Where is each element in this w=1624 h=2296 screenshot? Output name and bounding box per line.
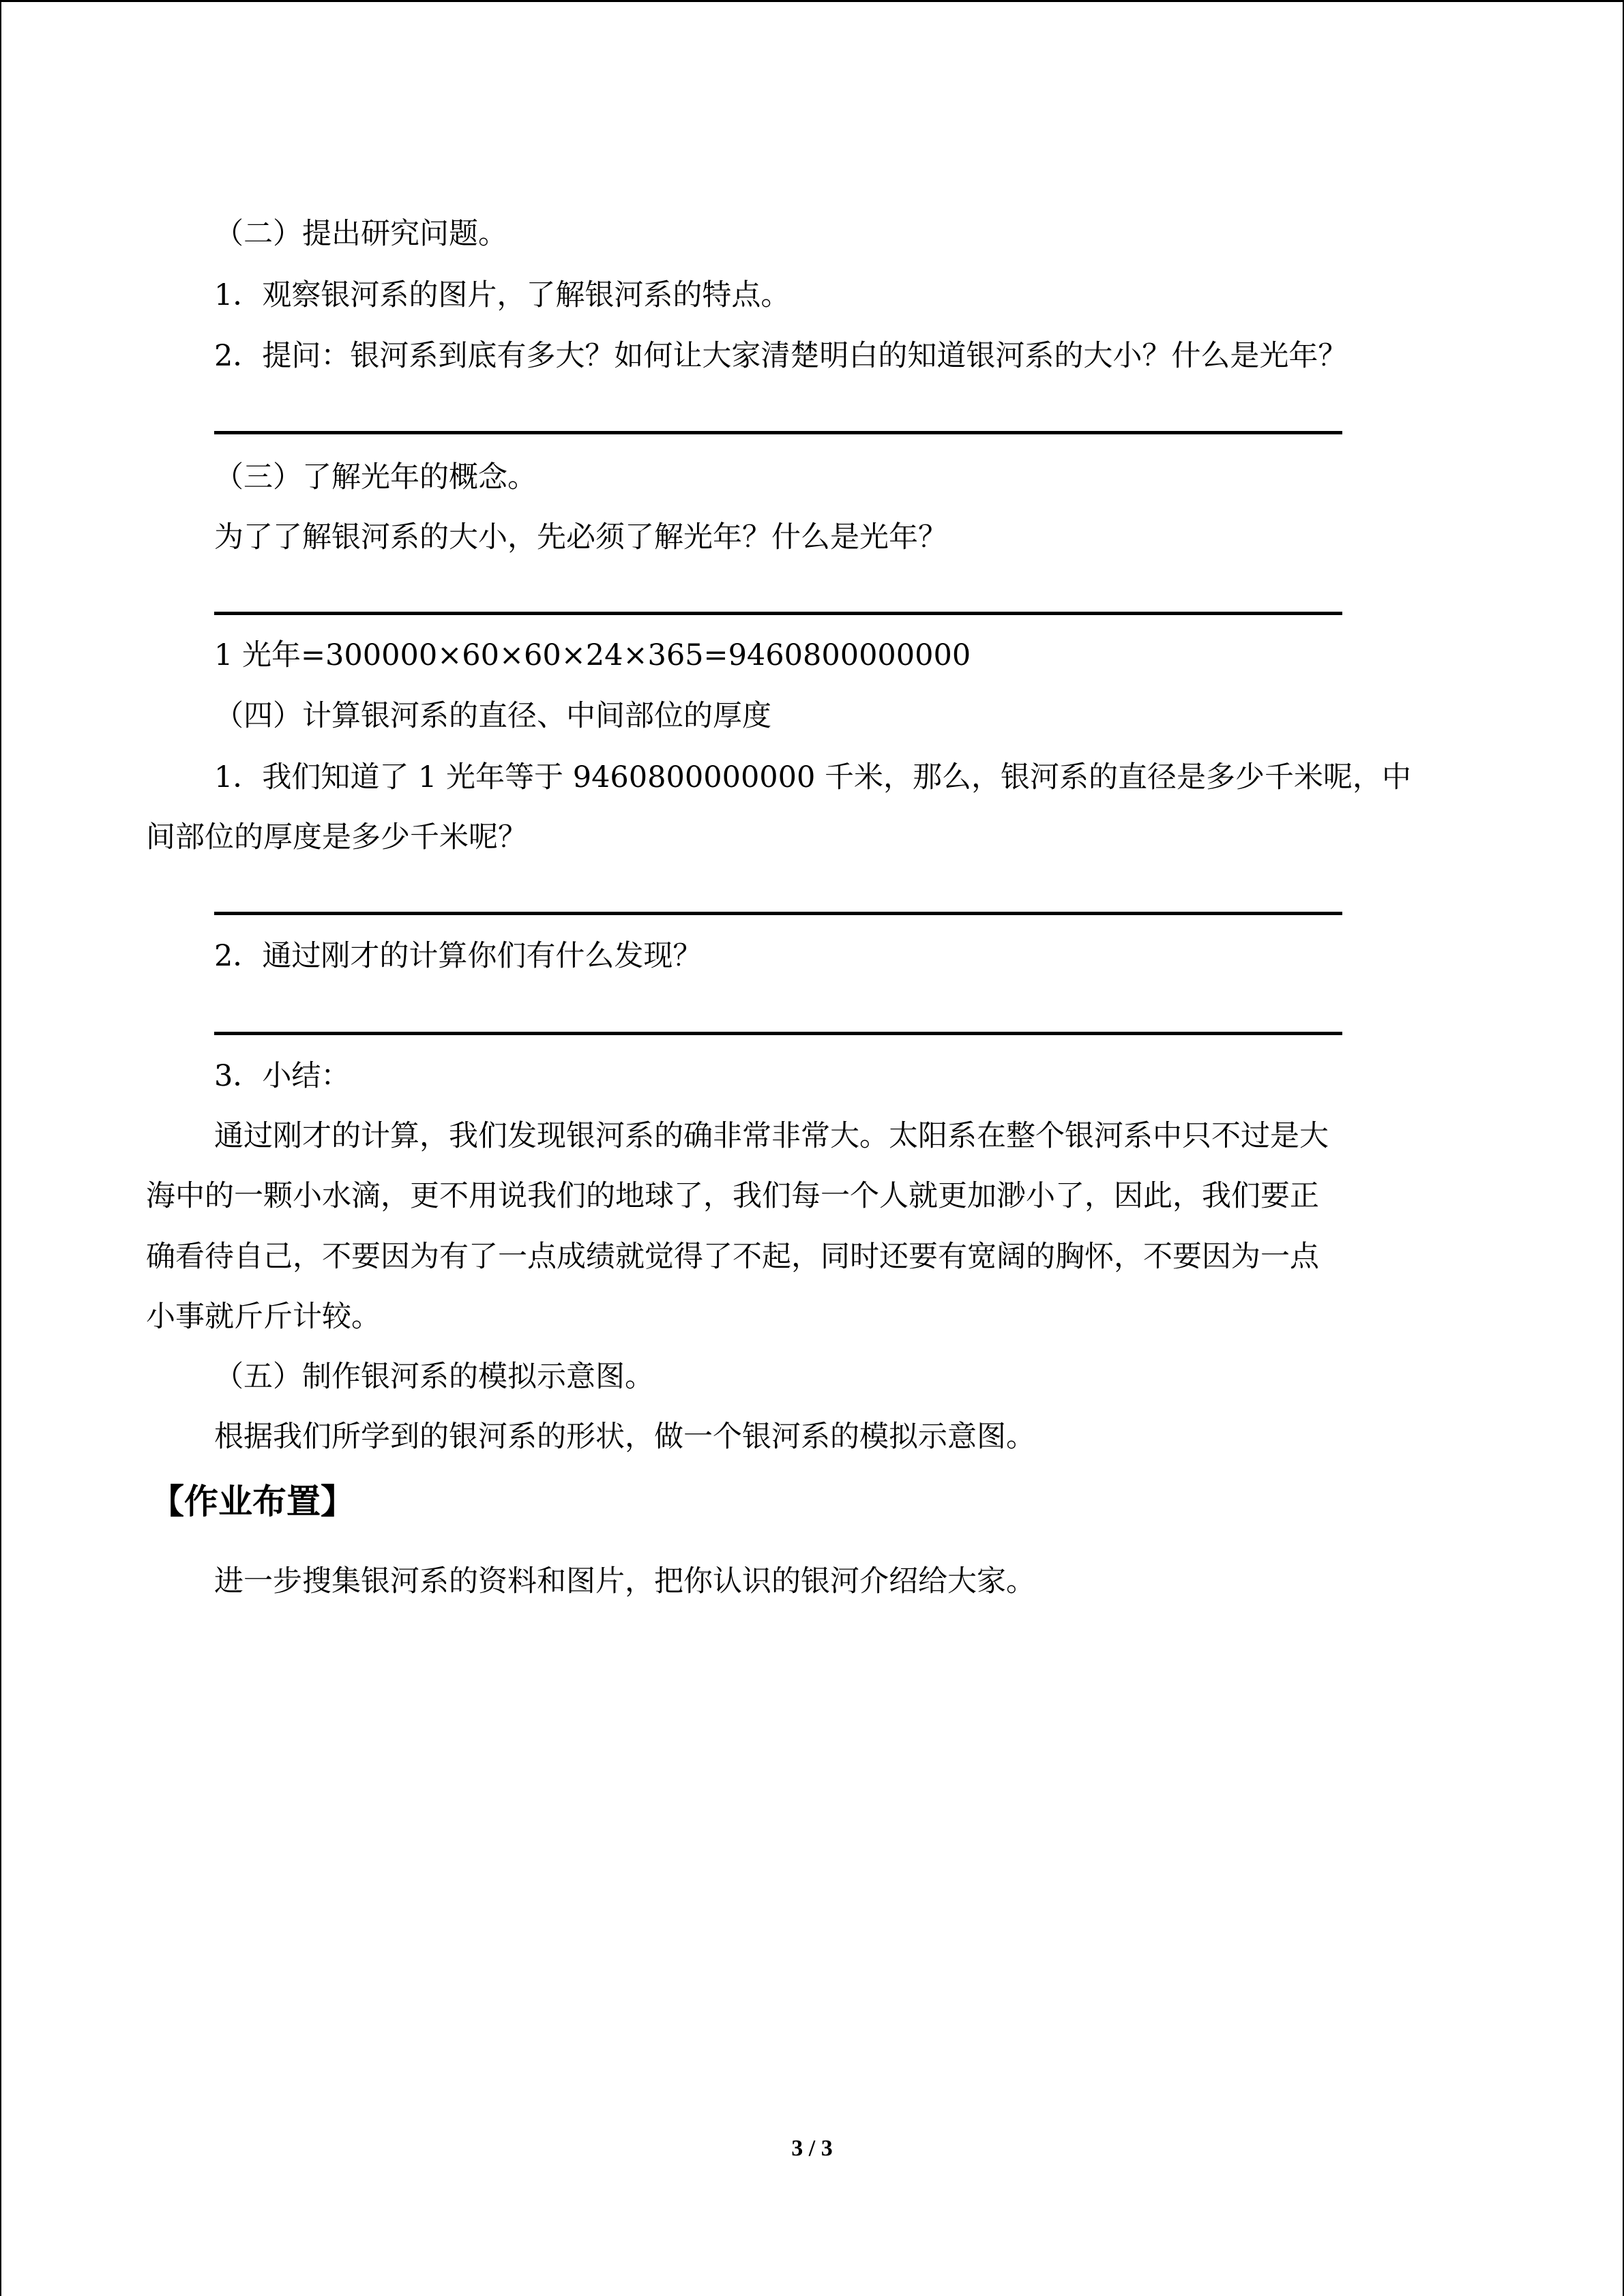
section-2-item-1: 1．观察银河系的图片，了解银河系的特点。 (214, 278, 791, 312)
section-2-item-2: 2．提问：银河系到底有多大？如何让大家清楚明白的知道银河系的大小？什么是光年？ (214, 339, 1348, 373)
section-3-question: 为了了解银河系的大小，先必须了解光年？什么是光年？ (214, 520, 947, 554)
summary-line: 海中的一颗小水滴，更不用说我们的地球了，我们每一个人就更加渺小了，因此，我们要正 (146, 1179, 1319, 1213)
section-3-title: （三）了解光年的概念。 (214, 460, 537, 494)
answer-line (214, 1032, 1342, 1035)
answer-line (214, 431, 1342, 434)
summary-line: 小事就斤斤计较。 (146, 1300, 381, 1334)
section-4-item-1-line-2: 间部位的厚度是多少千米呢？ (146, 820, 527, 854)
section-5-title: （五）制作银河系的模拟示意图。 (214, 1360, 654, 1394)
homework-heading: 【作业布置】 (150, 1482, 355, 1521)
section-2-title: （二）提出研究问题。 (214, 217, 507, 251)
page-number: 3 / 3 (791, 2136, 833, 2161)
section-4-item-3: 3．小结： (214, 1059, 351, 1093)
section-4-item-2: 2．通过刚才的计算你们有什么发现？ (214, 939, 703, 973)
section-5-text: 根据我们所学到的银河系的形状，做一个银河系的模拟示意图。 (214, 1420, 1035, 1454)
summary-line: 通过刚才的计算，我们发现银河系的确非常非常大。太阳系在整个银河系中只不过是大 (214, 1119, 1329, 1153)
section-4-title: （四）计算银河系的直径、中间部位的厚度 (214, 699, 771, 733)
answer-line (214, 612, 1342, 615)
homework-text: 进一步搜集银河系的资料和图片，把你认识的银河介绍给大家。 (214, 1564, 1035, 1598)
light-year-formula: 1 光年=300000×60×60×24×365=9460800000000 (214, 638, 971, 672)
answer-line (214, 912, 1342, 915)
summary-line: 确看待自己，不要因为有了一点成绩就觉得了不起，同时还要有宽阔的胸怀，不要因为一点 (146, 1240, 1319, 1274)
section-4-item-1-line-1: 1．我们知道了 1 光年等于 9460800000000 千米，那么，银河系的直径是多少千米呢，中 (214, 760, 1412, 794)
